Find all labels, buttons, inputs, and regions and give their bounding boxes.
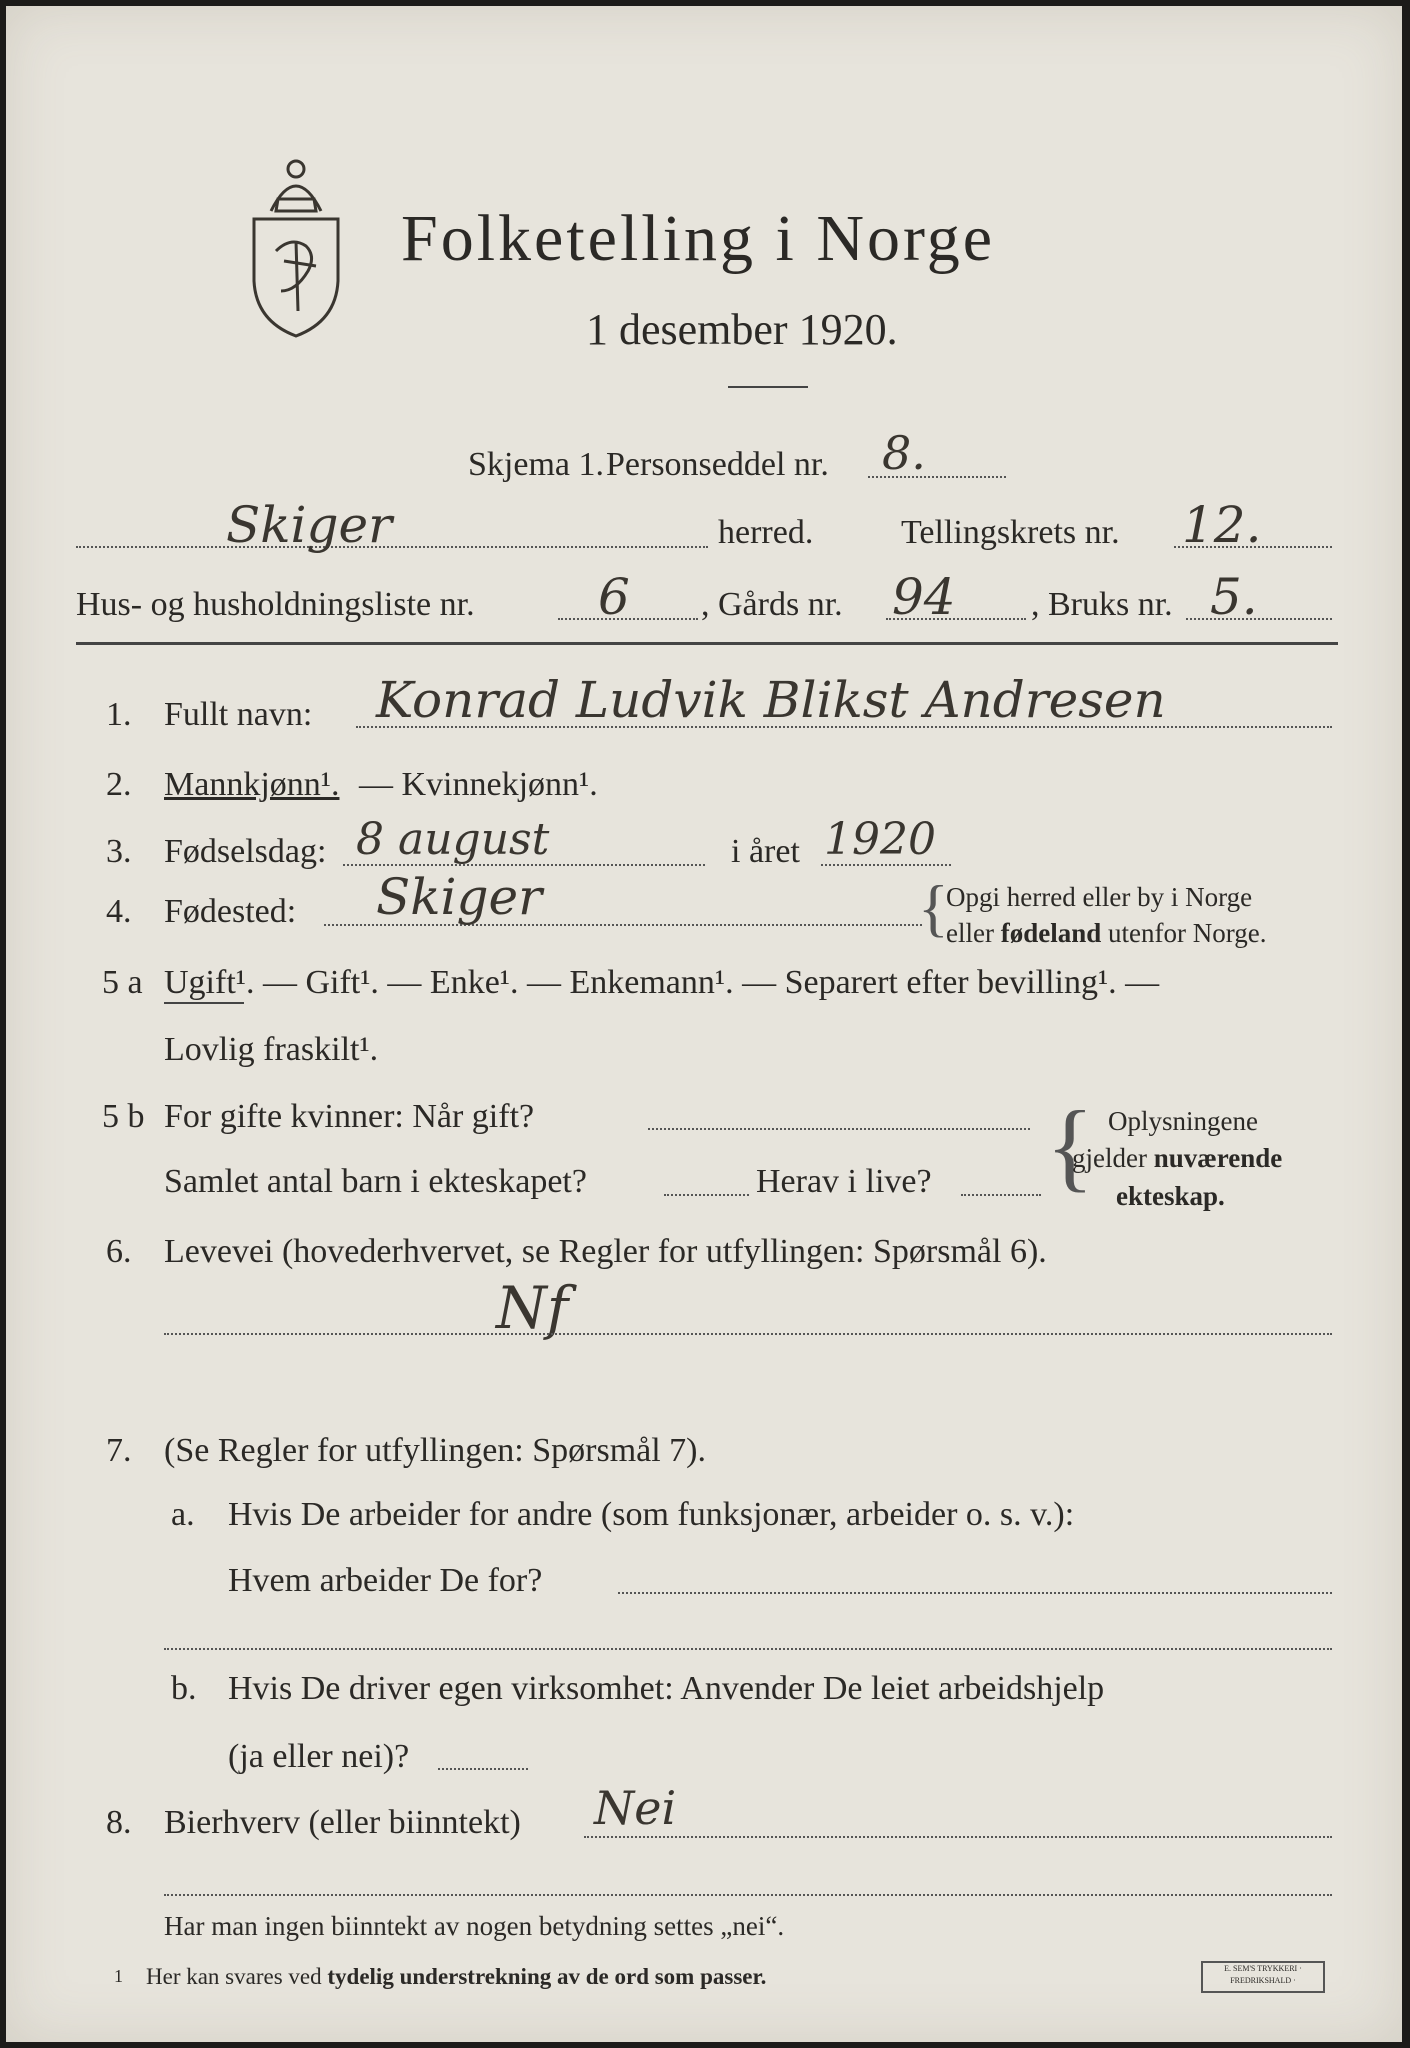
q5b-number: 5 b bbox=[102, 1098, 145, 1135]
census-form-page bbox=[6, 6, 1402, 2042]
leiet-arbeidshjelp-field-line[interactable] bbox=[438, 1768, 528, 1770]
fodselsdag-value[interactable]: 8 august bbox=[356, 814, 550, 865]
lovlig-fraskilt-option[interactable]: Lovlig fraskilt¹. bbox=[164, 1031, 379, 1068]
printer-stamp: E. SEM'S TRYKKERI · FREDRIKSHALD · bbox=[1201, 1961, 1325, 1993]
q7-label: (Se Regler for utfyllingen: Spørsmål 7). bbox=[164, 1432, 707, 1469]
q4-note-line2: eller fødeland utenfor Norge. bbox=[946, 918, 1267, 948]
q6-field-line bbox=[164, 1333, 1332, 1335]
personseddel-value[interactable]: 8. bbox=[882, 426, 926, 480]
q5b-line1: For gifte kvinner: Når gift? bbox=[164, 1098, 535, 1135]
footnote-mark: 1 bbox=[114, 1966, 123, 1986]
q5b-line2-a: Samlet antal barn i ekteskapet? bbox=[164, 1163, 587, 1200]
hvem-arbeider-field-line[interactable] bbox=[618, 1592, 1332, 1594]
mannkjonn-option[interactable]: Mannkjønn¹. bbox=[164, 766, 340, 803]
gards-value[interactable]: 94 bbox=[892, 568, 956, 626]
naar-gift-field-line[interactable] bbox=[648, 1128, 1030, 1130]
q2-number: 2. bbox=[106, 766, 132, 803]
title-divider bbox=[728, 386, 808, 388]
tellingskrets-value[interactable]: 12. bbox=[1182, 496, 1262, 554]
bruks-field-line bbox=[1186, 618, 1332, 620]
q7a-extra-line bbox=[164, 1648, 1332, 1650]
q3-year-label: i året bbox=[731, 833, 800, 870]
tellingskrets-label: Tellingskrets nr. bbox=[901, 514, 1120, 551]
header-divider bbox=[76, 642, 1338, 645]
ugift-underline bbox=[164, 1002, 244, 1004]
footer-note: Har man ingen biinntekt av nogen betydning settes „nei“. bbox=[164, 1911, 785, 1941]
hus-label: Hus- og husholdningsliste nr. bbox=[76, 586, 475, 623]
q5b-note-brace: { bbox=[1046, 1090, 1094, 1201]
q7b-line2: (ja eller nei)? bbox=[228, 1738, 410, 1775]
q7b-letter: b. bbox=[171, 1670, 197, 1707]
q4-note-line1: Opgi herred eller by i Norge bbox=[946, 882, 1253, 912]
q5b-note-line2: gjelder nuværende bbox=[1072, 1143, 1283, 1173]
q3-label: Fødselsdag: bbox=[164, 833, 327, 870]
q8-label: Bierhverv (eller biinntekt) bbox=[164, 1804, 521, 1841]
sivilstand-options[interactable]: Ugift¹. — Gift¹. — Enke¹. — Enkemann¹. — Separert efter bevilling¹. — bbox=[164, 964, 1160, 1001]
q5b-line2-b: Herav i live? bbox=[756, 1163, 932, 1200]
coat-of-arms-icon bbox=[236, 141, 356, 341]
q6-label: Levevei (hovederhvervet, se Regler for utfyllingen: Spørsmål 6). bbox=[164, 1233, 1047, 1270]
herav-i-live-field-line[interactable] bbox=[961, 1194, 1041, 1196]
q7-number: 7. bbox=[106, 1432, 132, 1469]
q1-label: Fullt navn: bbox=[164, 696, 313, 733]
footnote-text: Her kan svares ved tydelig understrekning av de ord som passer. bbox=[146, 1964, 767, 1989]
bruks-value[interactable]: 5. bbox=[1210, 568, 1258, 626]
form-date: 1 desember 1920. bbox=[586, 305, 898, 354]
q7a-line1: Hvis De arbeider for andre (som funksjonær, arbeider o. s. v.): bbox=[228, 1496, 1075, 1533]
herred-label: herred. bbox=[718, 514, 814, 551]
levevei-value[interactable]: Nf bbox=[496, 1274, 569, 1342]
herred-value[interactable]: Skiger bbox=[226, 496, 393, 554]
q4-note-brace: { bbox=[918, 872, 949, 943]
bruks-label: , Bruks nr. bbox=[1031, 586, 1173, 623]
q4-number: 4. bbox=[106, 893, 132, 930]
skjema-label: Skjema 1. bbox=[468, 446, 604, 483]
q5a-number: 5 a bbox=[102, 964, 143, 1001]
form-title: Folketelling i Norge bbox=[401, 202, 996, 275]
hus-value[interactable]: 6 bbox=[598, 568, 630, 626]
q7a-line2: Hvem arbeider De for? bbox=[228, 1562, 543, 1599]
q8-field-line bbox=[584, 1836, 1332, 1838]
fullt-navn-value[interactable]: Konrad Ludvik Blikst Andresen bbox=[376, 671, 1166, 729]
q3-number: 3. bbox=[106, 833, 132, 870]
antal-barn-field-line[interactable] bbox=[664, 1194, 749, 1196]
bierhverv-value[interactable]: Nei bbox=[594, 1781, 677, 1835]
kvinnekjonn-option[interactable]: — Kvinnekjønn¹. bbox=[359, 766, 598, 803]
q8-number: 8. bbox=[106, 1804, 132, 1841]
q5b-note-line3: ekteskap. bbox=[1116, 1181, 1225, 1211]
fodested-value[interactable]: Skiger bbox=[376, 868, 543, 926]
q5b-note-line1: Oplysningene bbox=[1108, 1106, 1258, 1136]
personseddel-label: Personseddel nr. bbox=[606, 446, 829, 483]
fodselsaar-value[interactable]: 1920 bbox=[824, 814, 936, 865]
q7a-letter: a. bbox=[171, 1496, 195, 1533]
q1-number: 1. bbox=[106, 696, 132, 733]
q8-extra-line bbox=[164, 1894, 1332, 1896]
gards-label: , Gårds nr. bbox=[701, 586, 843, 623]
q6-number: 6. bbox=[106, 1233, 132, 1270]
q7b-line1: Hvis De driver egen virksomhet: Anvender De leiet arbeidshjelp bbox=[228, 1670, 1105, 1707]
q4-label: Fødested: bbox=[164, 893, 297, 930]
